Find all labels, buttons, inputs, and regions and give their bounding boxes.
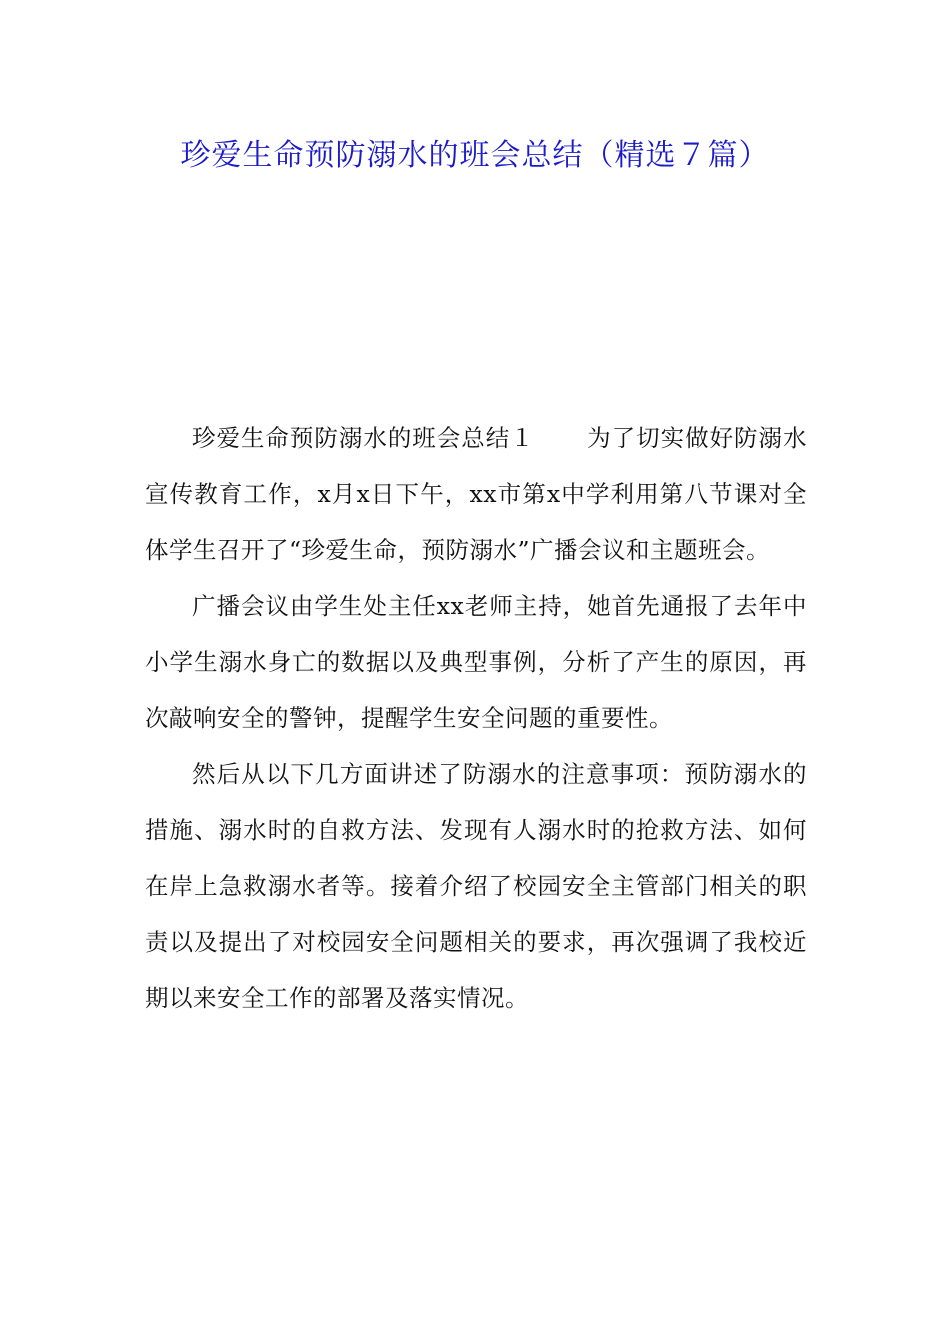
section-heading: 珍爱生命预防溺水的班会总结１ xyxy=(192,424,535,452)
paragraph-1 xyxy=(145,410,807,578)
paragraph-3: 然后从以下几方面讲述了防溺水的注意事项：预防溺水的措施、溺水时的自救方法、发现有人溺水时的抢救方法、如何在岸上急救溺水者等。接着介绍了校园安全主管部门相关的职责以及提出了对校园安全问题相关的要求，再次强调了我校近期以来安全工作的部署及落实情况。 xyxy=(145,760,807,1012)
paragraph-2: 广播会议由学生处主任xx老师主持，她首先通报了去年中小学生溺水身亡的数据以及典型事例，分析了产生的原因，再次敲响安全的警钟，提醒学生安全问题的重要性。 xyxy=(145,592,807,732)
paragraph-1-text: 为了切实做好防溺水宣传教育工作，x月x日下午，xx市第x中学利用第八节课对全体学生召开了“珍爱生命，预防溺水”广播会议和主题班会。 xyxy=(145,424,808,564)
document-title: 珍爱生命预防溺水的班会总结（精选７篇） xyxy=(180,138,770,173)
document-body xyxy=(145,410,807,1026)
